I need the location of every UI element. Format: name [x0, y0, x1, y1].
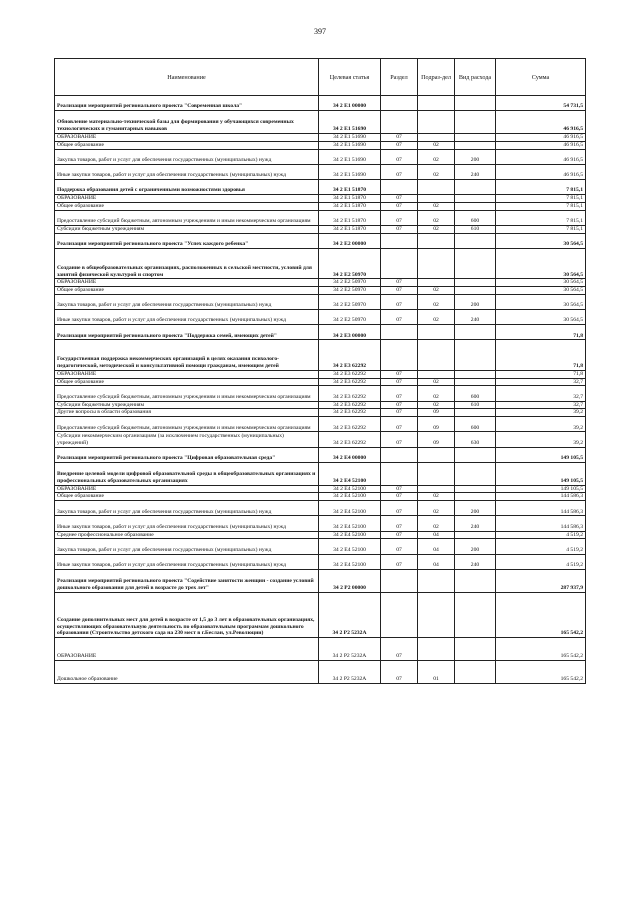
- cell-code: 34 2 E1 51690: [319, 164, 381, 179]
- cell-subsection: [418, 462, 455, 485]
- cell-subsection: 02: [418, 164, 455, 179]
- table-row: [55, 141, 586, 149]
- cell-section: 07: [381, 378, 418, 386]
- cell-section: [381, 569, 418, 592]
- cell-code: 34 2 E1 51690: [319, 149, 381, 164]
- cell-subsection: 02: [418, 141, 455, 149]
- cell-type: 600: [455, 417, 496, 432]
- table-row: [55, 279, 586, 287]
- cell-name: Поддержка образования детей с ограниченными возможностями здоровья: [55, 179, 319, 194]
- cell-section: 07: [381, 370, 418, 378]
- cell-type: 240: [455, 310, 496, 325]
- cell-type: [455, 195, 496, 203]
- budget-table: [54, 58, 586, 684]
- cell-subsection: 02: [418, 225, 455, 233]
- cell-subsection: 02: [418, 287, 455, 295]
- cell-subsection: 09: [418, 417, 455, 432]
- table-row: [55, 401, 586, 409]
- cell-type: [455, 485, 496, 493]
- cell-name: Реализация мероприятий регионального проекта "Успех каждого ребенка": [55, 233, 319, 248]
- cell-sum: 7 815,1: [496, 179, 586, 194]
- column-header-section: Раздел: [381, 59, 418, 96]
- cell-type: [455, 133, 496, 141]
- cell-section: 07: [381, 279, 418, 287]
- cell-name: Предоставление субсидий бюджетным, автономным учреждениям и иным некоммерческим организациям: [55, 210, 319, 225]
- cell-section: 07: [381, 210, 418, 225]
- cell-sum: 46 916,5: [496, 149, 586, 164]
- cell-code: 34 2 P2 5232A: [319, 660, 381, 683]
- cell-type: [455, 592, 496, 638]
- cell-sum: 4 519,2: [496, 531, 586, 539]
- table-row: [55, 248, 586, 278]
- table-row: [55, 225, 586, 233]
- column-header-sum: Сумма: [496, 59, 586, 96]
- cell-type: 600: [455, 210, 496, 225]
- table-row: [55, 164, 586, 179]
- page-number: 397: [314, 27, 326, 36]
- cell-type: 240: [455, 164, 496, 179]
- cell-subsection: 02: [418, 294, 455, 309]
- cell-section: 07: [381, 516, 418, 531]
- cell-subsection: [418, 179, 455, 194]
- table-row: [55, 516, 586, 531]
- cell-sum: 165 542,2: [496, 592, 586, 638]
- cell-name: Предоставление субсидий бюджетным, автономным учреждениям и иным некоммерческим организациям: [55, 386, 319, 401]
- cell-type: [455, 378, 496, 386]
- cell-subsection: [418, 340, 455, 370]
- cell-code: 34 2 E1 51690: [319, 141, 381, 149]
- cell-sum: 71,8: [496, 325, 586, 340]
- cell-code: 34 2 E2 50970: [319, 248, 381, 278]
- cell-code: 34 2 E1 51690: [319, 133, 381, 141]
- cell-section: 07: [381, 294, 418, 309]
- table-row: [55, 195, 586, 203]
- cell-code: 34 2 E4 52100: [319, 501, 381, 516]
- cell-subsection: [418, 485, 455, 493]
- cell-name: Среднее профессиональное образование: [55, 531, 319, 539]
- cell-sum: 7 815,1: [496, 202, 586, 210]
- cell-name: Предоставление субсидий бюджетным, автономным учреждениям и иным некоммерческим организациям: [55, 417, 319, 432]
- cell-code: 34 2 E4 52100: [319, 531, 381, 539]
- cell-name: Закупка товаров, работ и услуг для обеспечения государственных (муниципальных) нужд: [55, 501, 319, 516]
- cell-subsection: [418, 195, 455, 203]
- cell-code: 34 2 E2 50970: [319, 294, 381, 309]
- cell-sum: 32,7: [496, 378, 586, 386]
- table-row: [55, 447, 586, 462]
- table-row: [55, 531, 586, 539]
- cell-name: Субсидии бюджетным учреждениям: [55, 225, 319, 233]
- table-row: [55, 493, 586, 501]
- cell-code: 34 2 E2 50970: [319, 279, 381, 287]
- table-row: [55, 149, 586, 164]
- cell-type: [455, 462, 496, 485]
- cell-subsection: 02: [418, 386, 455, 401]
- cell-section: 07: [381, 409, 418, 417]
- cell-section: [381, 592, 418, 638]
- cell-name: Иные закупки товаров, работ и услуг для обеспечения государственных (муниципальных) нужд: [55, 516, 319, 531]
- table-row: [55, 569, 586, 592]
- cell-name: Другие вопросы в области образования: [55, 409, 319, 417]
- cell-sum: 144 586,3: [496, 493, 586, 501]
- cell-subsection: 09: [418, 432, 455, 447]
- cell-type: [455, 531, 496, 539]
- cell-subsection: 02: [418, 149, 455, 164]
- cell-section: 07: [381, 485, 418, 493]
- cell-subsection: [418, 638, 455, 661]
- cell-sum: 30 564,5: [496, 310, 586, 325]
- cell-sum: 39,2: [496, 409, 586, 417]
- cell-sum: 46 916,5: [496, 164, 586, 179]
- table-row: [55, 96, 586, 111]
- cell-subsection: 01: [418, 660, 455, 683]
- cell-subsection: [418, 447, 455, 462]
- cell-name: Общее образование: [55, 287, 319, 295]
- cell-code: 34 2 E4 00000: [319, 447, 381, 462]
- cell-name: Реализация мероприятий регионального проекта "Современная школа": [55, 96, 319, 111]
- table-row: [55, 310, 586, 325]
- cell-type: [455, 409, 496, 417]
- cell-code: 34 2 E1 51870: [319, 179, 381, 194]
- cell-sum: 7 815,1: [496, 210, 586, 225]
- table-row: [55, 417, 586, 432]
- cell-code: 34 2 E3 62292: [319, 432, 381, 447]
- cell-sum: 4 519,2: [496, 554, 586, 569]
- cell-sum: 46 916,5: [496, 141, 586, 149]
- cell-subsection: [418, 370, 455, 378]
- cell-name: Иные закупки товаров, работ и услуг для обеспечения государственных (муниципальных) нужд: [55, 310, 319, 325]
- table-row: [55, 111, 586, 134]
- cell-type: [455, 493, 496, 501]
- cell-subsection: 02: [418, 202, 455, 210]
- cell-name: Государственная поддержка некоммерческих организаций в целях оказания психолого-педагогической, методической и консультативной помощи гражданам, имеющим детей: [55, 340, 319, 370]
- cell-name: ОБРАЗОВАНИЕ: [55, 638, 319, 661]
- cell-type: [455, 141, 496, 149]
- cell-name: Закупка товаров, работ и услуг для обеспечения государственных (муниципальных) нужд: [55, 294, 319, 309]
- cell-code: 34 2 E4 52100: [319, 539, 381, 554]
- cell-type: [455, 287, 496, 295]
- cell-code: 34 2 E3 62292: [319, 370, 381, 378]
- cell-sum: 149 105,5: [496, 485, 586, 493]
- cell-code: 34 2 E2 50970: [319, 310, 381, 325]
- cell-sum: 46 916,5: [496, 133, 586, 141]
- table-row: [55, 287, 586, 295]
- table-row: [55, 210, 586, 225]
- table-row: [55, 325, 586, 340]
- cell-code: 34 2 E3 62292: [319, 417, 381, 432]
- table-body: [55, 96, 586, 684]
- cell-name: Дошкольное образование: [55, 660, 319, 683]
- cell-code: 34 2 E4 52100: [319, 462, 381, 485]
- cell-name: Реализация мероприятий регионального проекта "Содействие занятости женщин - создание условий дошкольного образования для детей в возрасте до трех лет": [55, 569, 319, 592]
- cell-code: 34 2 P2 00000: [319, 569, 381, 592]
- column-header-name: Наименование: [55, 59, 319, 96]
- cell-sum: 30 564,5: [496, 294, 586, 309]
- cell-type: [455, 179, 496, 194]
- cell-type: [455, 638, 496, 661]
- cell-subsection: 02: [418, 401, 455, 409]
- cell-section: 07: [381, 554, 418, 569]
- cell-subsection: 04: [418, 539, 455, 554]
- cell-name: ОБРАЗОВАНИЕ: [55, 485, 319, 493]
- cell-subsection: [418, 248, 455, 278]
- cell-section: 07: [381, 141, 418, 149]
- cell-sum: 144 586,3: [496, 516, 586, 531]
- cell-type: 200: [455, 149, 496, 164]
- cell-sum: 39,2: [496, 417, 586, 432]
- table-row: [55, 462, 586, 485]
- cell-subsection: [418, 133, 455, 141]
- cell-sum: 39,2: [496, 432, 586, 447]
- cell-section: [381, 96, 418, 111]
- cell-subsection: 02: [418, 378, 455, 386]
- cell-sum: 32,7: [496, 386, 586, 401]
- cell-name: Общее образование: [55, 378, 319, 386]
- cell-type: [455, 340, 496, 370]
- column-header-type: Вид расхода: [455, 59, 496, 96]
- cell-name: Иные закупки товаров, работ и услуг для обеспечения государственных (муниципальных) нужд: [55, 554, 319, 569]
- cell-sum: 165 542,2: [496, 660, 586, 683]
- cell-code: 34 2 E4 52100: [319, 516, 381, 531]
- table-row: [55, 501, 586, 516]
- cell-sum: 71,8: [496, 340, 586, 370]
- cell-subsection: [418, 325, 455, 340]
- cell-type: [455, 202, 496, 210]
- cell-section: 07: [381, 417, 418, 432]
- cell-type: 240: [455, 554, 496, 569]
- cell-subsection: [418, 233, 455, 248]
- cell-type: 200: [455, 294, 496, 309]
- cell-code: 34 2 E3 62292: [319, 386, 381, 401]
- cell-sum: 71,8: [496, 370, 586, 378]
- cell-code: 34 2 E3 62292: [319, 340, 381, 370]
- cell-sum: 149 105,5: [496, 462, 586, 485]
- cell-name: Обновление материально-технической базы для формирования у обучающихся современных технологических и гуманитарных навыков: [55, 111, 319, 134]
- cell-section: 07: [381, 386, 418, 401]
- cell-code: 34 2 E4 52100: [319, 485, 381, 493]
- cell-subsection: 04: [418, 531, 455, 539]
- cell-type: [455, 447, 496, 462]
- cell-sum: 165 542,2: [496, 638, 586, 661]
- cell-code: 34 2 E4 52100: [319, 554, 381, 569]
- table-row: [55, 432, 586, 447]
- cell-name: Реализация мероприятий регионального проекта "Поддержка семей, имеющих детей": [55, 325, 319, 340]
- cell-name: Создание в общеобразовательных организациях, расположенных в сельской местности, условий для занятий физической культурой и спортом: [55, 248, 319, 278]
- cell-sum: 149 105,5: [496, 447, 586, 462]
- cell-sum: 4 519,2: [496, 539, 586, 554]
- table-row: [55, 340, 586, 370]
- cell-section: 07: [381, 660, 418, 683]
- cell-type: [455, 325, 496, 340]
- cell-type: 630: [455, 432, 496, 447]
- cell-name: Субсидии некоммерческим организациям (за исключением государственных (муниципальных) учреждений): [55, 432, 319, 447]
- table-row: [55, 202, 586, 210]
- cell-name: Реализация мероприятий регионального проекта "Цифровая образовательная среда": [55, 447, 319, 462]
- table-row: [55, 409, 586, 417]
- cell-code: 34 2 E3 00000: [319, 325, 381, 340]
- cell-section: [381, 233, 418, 248]
- cell-code: 34 2 E2 50970: [319, 287, 381, 295]
- cell-section: 07: [381, 202, 418, 210]
- cell-sum: 30 564,5: [496, 287, 586, 295]
- cell-section: 07: [381, 149, 418, 164]
- table-row: [55, 539, 586, 554]
- cell-code: 34 2 E3 62292: [319, 378, 381, 386]
- cell-subsection: [418, 96, 455, 111]
- cell-type: 610: [455, 225, 496, 233]
- cell-subsection: 02: [418, 493, 455, 501]
- cell-code: 34 2 E1 51870: [319, 195, 381, 203]
- cell-subsection: [418, 569, 455, 592]
- cell-subsection: [418, 592, 455, 638]
- cell-subsection: 02: [418, 210, 455, 225]
- cell-type: [455, 233, 496, 248]
- cell-name: ОБРАЗОВАНИЕ: [55, 195, 319, 203]
- cell-code: 34 2 P2 5232A: [319, 638, 381, 661]
- cell-code: 34 2 E1 51870: [319, 225, 381, 233]
- cell-code: 34 2 E3 62292: [319, 401, 381, 409]
- cell-type: 240: [455, 516, 496, 531]
- cell-section: [381, 340, 418, 370]
- cell-sum: 30 564,5: [496, 248, 586, 278]
- cell-section: [381, 248, 418, 278]
- cell-name: Закупка товаров, работ и услуг для обеспечения государственных (муниципальных) нужд: [55, 539, 319, 554]
- cell-code: 34 2 E2 00000: [319, 233, 381, 248]
- cell-name: Субсидии бюджетным учреждениям: [55, 401, 319, 409]
- cell-section: 07: [381, 501, 418, 516]
- cell-sum: 144 586,3: [496, 501, 586, 516]
- cell-name: Иные закупки товаров, работ и услуг для обеспечения государственных (муниципальных) нужд: [55, 164, 319, 179]
- cell-section: 07: [381, 638, 418, 661]
- cell-type: [455, 370, 496, 378]
- cell-code: 34 2 E1 00000: [319, 96, 381, 111]
- cell-type: [455, 111, 496, 134]
- cell-subsection: [418, 111, 455, 134]
- cell-name: Создание дополнительных мест для детей в возрасте от 1,5 до 3 лет в образовательных организациях, осуществляющих образовательную деятельность по образовательным программам дошкольного образования (Строительство детского сада на 230 мест в г.Беслан, ул.Революции): [55, 592, 319, 638]
- cell-type: 610: [455, 401, 496, 409]
- cell-type: [455, 569, 496, 592]
- cell-subsection: 04: [418, 554, 455, 569]
- cell-subsection: [418, 279, 455, 287]
- cell-code: 34 2 E4 52100: [319, 493, 381, 501]
- cell-code: 34 2 P2 5232A: [319, 592, 381, 638]
- cell-section: 07: [381, 531, 418, 539]
- cell-name: ОБРАЗОВАНИЕ: [55, 279, 319, 287]
- table-row: [55, 370, 586, 378]
- cell-section: [381, 179, 418, 194]
- cell-type: [455, 660, 496, 683]
- cell-sum: 46 916,5: [496, 111, 586, 134]
- cell-section: 07: [381, 195, 418, 203]
- cell-section: [381, 462, 418, 485]
- table-row: [55, 378, 586, 386]
- cell-sum: 7 815,1: [496, 195, 586, 203]
- cell-sum: 287 937,9: [496, 569, 586, 592]
- cell-subsection: 09: [418, 409, 455, 417]
- cell-code: 34 2 E1 51690: [319, 111, 381, 134]
- cell-type: 200: [455, 501, 496, 516]
- column-header-subsection: Подраз-дел: [418, 59, 455, 96]
- cell-type: [455, 248, 496, 278]
- table-row: [55, 294, 586, 309]
- table-header-row: [55, 59, 586, 96]
- cell-name: Общее образование: [55, 141, 319, 149]
- column-header-code: Целевая статья: [319, 59, 381, 96]
- cell-section: 07: [381, 401, 418, 409]
- cell-name: ОБРАЗОВАНИЕ: [55, 133, 319, 141]
- cell-name: Общее образование: [55, 493, 319, 501]
- cell-subsection: 02: [418, 310, 455, 325]
- cell-section: 07: [381, 164, 418, 179]
- cell-section: [381, 447, 418, 462]
- cell-type: [455, 279, 496, 287]
- cell-section: [381, 325, 418, 340]
- cell-section: 07: [381, 287, 418, 295]
- cell-code: 34 2 E3 62292: [319, 409, 381, 417]
- cell-section: [381, 111, 418, 134]
- cell-section: 07: [381, 493, 418, 501]
- cell-code: 34 2 E1 51870: [319, 202, 381, 210]
- cell-section: 07: [381, 432, 418, 447]
- cell-section: 07: [381, 133, 418, 141]
- cell-section: 07: [381, 310, 418, 325]
- cell-type: [455, 96, 496, 111]
- cell-subsection: 02: [418, 516, 455, 531]
- cell-section: 07: [381, 225, 418, 233]
- cell-code: 34 2 E1 51870: [319, 210, 381, 225]
- table-row: [55, 233, 586, 248]
- cell-sum: 54 731,5: [496, 96, 586, 111]
- table-row: [55, 179, 586, 194]
- cell-name: ОБРАЗОВАНИЕ: [55, 370, 319, 378]
- table-row: [55, 386, 586, 401]
- cell-name: Внедрение целевой модели цифровой образовательной среды в общеобразовательных организациях и профессиональных образовательных организациях: [55, 462, 319, 485]
- table-row: [55, 592, 586, 638]
- table-row: [55, 133, 586, 141]
- table-row: [55, 485, 586, 493]
- cell-sum: 30 564,5: [496, 233, 586, 248]
- cell-sum: 32,7: [496, 401, 586, 409]
- table-row: [55, 638, 586, 661]
- cell-name: Общее образование: [55, 202, 319, 210]
- table-row: [55, 554, 586, 569]
- cell-subsection: 02: [418, 501, 455, 516]
- cell-type: 600: [455, 386, 496, 401]
- cell-name: Закупка товаров, работ и услуг для обеспечения государственных (муниципальных) нужд: [55, 149, 319, 164]
- cell-sum: 30 564,5: [496, 279, 586, 287]
- cell-type: 200: [455, 539, 496, 554]
- table-row: [55, 660, 586, 683]
- cell-section: 07: [381, 539, 418, 554]
- cell-sum: 7 815,1: [496, 225, 586, 233]
